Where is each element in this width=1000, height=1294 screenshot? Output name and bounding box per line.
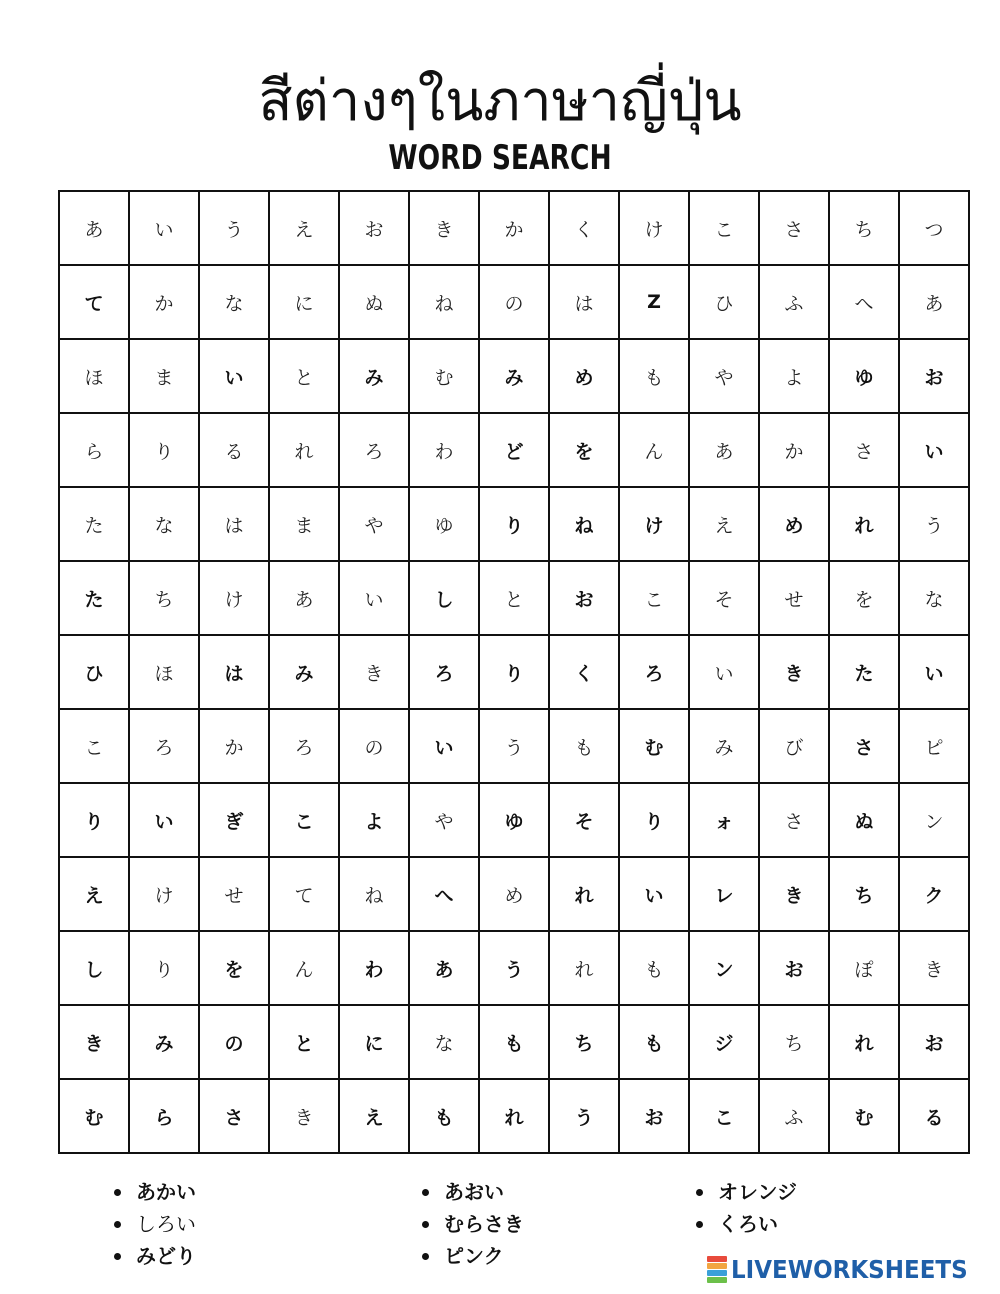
- grid-cell[interactable]: ろ: [269, 709, 339, 783]
- grid-cell[interactable]: り: [129, 413, 199, 487]
- grid-cell[interactable]: く: [549, 635, 619, 709]
- grid-row: [59, 265, 969, 339]
- grid-cell[interactable]: あ: [409, 931, 479, 1005]
- grid-cell[interactable]: け: [199, 561, 269, 635]
- grid-cell[interactable]: る: [199, 413, 269, 487]
- grid-row: [59, 1079, 969, 1153]
- grid-cell[interactable]: ふ: [759, 265, 829, 339]
- grid-cell[interactable]: つ: [899, 191, 969, 265]
- grid-cell[interactable]: お: [899, 339, 969, 413]
- grid-cell[interactable]: ち: [759, 1005, 829, 1079]
- grid-row: [59, 1005, 969, 1079]
- grid-cell[interactable]: ゆ: [409, 487, 479, 561]
- grid-cell[interactable]: た: [59, 561, 129, 635]
- grid-cell[interactable]: は: [549, 265, 619, 339]
- grid-row: [59, 709, 969, 783]
- grid-cell[interactable]: Z: [619, 265, 689, 339]
- grid-cell[interactable]: れ: [829, 487, 899, 561]
- grid-cell[interactable]: い: [339, 561, 409, 635]
- grid-cell[interactable]: え: [59, 857, 129, 931]
- grid-cell[interactable]: こ: [619, 561, 689, 635]
- word-list-item: オレンジ: [694, 1176, 797, 1208]
- word-list-column-1: [112, 1176, 196, 1272]
- grid-cell[interactable]: さ: [829, 709, 899, 783]
- grid-row: [59, 413, 969, 487]
- grid-cell[interactable]: ゆ: [479, 783, 549, 857]
- grid-cell[interactable]: お: [549, 561, 619, 635]
- grid-cell[interactable]: れ: [549, 931, 619, 1005]
- grid-cell[interactable]: む: [59, 1079, 129, 1153]
- grid-cell[interactable]: よ: [759, 339, 829, 413]
- grid-cell[interactable]: て: [269, 857, 339, 931]
- grid-row: [59, 339, 969, 413]
- grid-cell[interactable]: け: [619, 191, 689, 265]
- grid-cell[interactable]: き: [899, 931, 969, 1005]
- word-list-item: しろい: [112, 1208, 196, 1240]
- grid-cell[interactable]: り: [129, 931, 199, 1005]
- grid-cell[interactable]: も: [479, 1005, 549, 1079]
- grid-cell[interactable]: う: [899, 487, 969, 561]
- grid-cell[interactable]: せ: [759, 561, 829, 635]
- grid-cell[interactable]: ろ: [619, 635, 689, 709]
- grid-cell[interactable]: お: [899, 1005, 969, 1079]
- grid-cell[interactable]: か: [759, 413, 829, 487]
- grid-row: [59, 931, 969, 1005]
- grid-cell[interactable]: い: [899, 413, 969, 487]
- grid-row: [59, 487, 969, 561]
- page-title: สีต่างๆในภาษาญี่ปุ่น: [258, 69, 742, 134]
- grid-cell[interactable]: ぬ: [339, 265, 409, 339]
- grid-cell[interactable]: ン: [899, 783, 969, 857]
- grid-cell[interactable]: な: [129, 487, 199, 561]
- grid-cell[interactable]: あ: [59, 191, 129, 265]
- grid-cell[interactable]: り: [479, 487, 549, 561]
- grid-cell[interactable]: も: [619, 1005, 689, 1079]
- liveworksheets-logo-text: LIVEWORKSHEETS: [730, 1254, 968, 1284]
- grid-cell[interactable]: あ: [689, 413, 759, 487]
- grid-cell[interactable]: ち: [829, 857, 899, 931]
- grid-cell[interactable]: れ: [829, 1005, 899, 1079]
- grid-cell[interactable]: う: [479, 931, 549, 1005]
- grid-cell[interactable]: ち: [549, 1005, 619, 1079]
- grid-cell[interactable]: さ: [759, 191, 829, 265]
- grid-cell[interactable]: と: [269, 1005, 339, 1079]
- grid-cell[interactable]: に: [339, 1005, 409, 1079]
- grid-cell[interactable]: へ: [409, 857, 479, 931]
- grid-cell[interactable]: ろ: [339, 413, 409, 487]
- grid-cell[interactable]: そ: [549, 783, 619, 857]
- liveworksheets-logo-icon: [707, 1256, 727, 1283]
- grid-cell[interactable]: ね: [549, 487, 619, 561]
- grid-cell[interactable]: た: [829, 635, 899, 709]
- grid-cell[interactable]: い: [689, 635, 759, 709]
- grid-cell[interactable]: り: [619, 783, 689, 857]
- grid-cell[interactable]: い: [199, 339, 269, 413]
- grid-cell[interactable]: む: [409, 339, 479, 413]
- grid-cell[interactable]: ジ: [689, 1005, 759, 1079]
- word-list-item: くろい: [694, 1208, 797, 1240]
- grid-cell[interactable]: そ: [689, 561, 759, 635]
- grid-cell[interactable]: ふ: [759, 1079, 829, 1153]
- grid-cell[interactable]: お: [619, 1079, 689, 1153]
- grid-cell[interactable]: は: [199, 487, 269, 561]
- grid-cell[interactable]: ん: [269, 931, 339, 1005]
- grid-cell[interactable]: の: [199, 1005, 269, 1079]
- grid-cell[interactable]: れ: [549, 857, 619, 931]
- grid-cell[interactable]: も: [619, 931, 689, 1005]
- grid-cell[interactable]: き: [409, 191, 479, 265]
- grid-cell[interactable]: は: [199, 635, 269, 709]
- grid-cell[interactable]: き: [339, 635, 409, 709]
- grid-row: [59, 635, 969, 709]
- grid-cell[interactable]: よ: [339, 783, 409, 857]
- word-search-grid: [58, 190, 970, 1154]
- grid-cell[interactable]: ひ: [59, 635, 129, 709]
- grid-cell[interactable]: め: [759, 487, 829, 561]
- grid-cell[interactable]: ン: [689, 931, 759, 1005]
- grid-cell[interactable]: な: [899, 561, 969, 635]
- grid-cell[interactable]: な: [409, 1005, 479, 1079]
- grid-cell[interactable]: ら: [59, 413, 129, 487]
- grid-cell[interactable]: み: [689, 709, 759, 783]
- grid-cell[interactable]: や: [339, 487, 409, 561]
- grid-cell[interactable]: き: [759, 857, 829, 931]
- grid-cell[interactable]: め: [549, 339, 619, 413]
- grid-cell[interactable]: や: [409, 783, 479, 857]
- grid-cell[interactable]: れ: [479, 1079, 549, 1153]
- grid-cell[interactable]: け: [129, 857, 199, 931]
- grid-cell[interactable]: ほ: [129, 635, 199, 709]
- word-list-item: むらさき: [420, 1208, 524, 1240]
- grid-cell[interactable]: れ: [269, 413, 339, 487]
- grid-cell[interactable]: も: [409, 1079, 479, 1153]
- grid-cell[interactable]: を: [549, 413, 619, 487]
- grid-cell[interactable]: る: [899, 1079, 969, 1153]
- grid-cell[interactable]: こ: [689, 1079, 759, 1153]
- grid-cell[interactable]: あ: [269, 561, 339, 635]
- word-list-item: みどり: [112, 1240, 196, 1272]
- grid-cell[interactable]: む: [829, 1079, 899, 1153]
- grid-cell[interactable]: び: [759, 709, 829, 783]
- grid-cell[interactable]: し: [409, 561, 479, 635]
- grid-cell[interactable]: ほ: [59, 339, 129, 413]
- grid-cell[interactable]: ま: [269, 487, 339, 561]
- grid-cell[interactable]: ん: [619, 413, 689, 487]
- grid-cell[interactable]: わ: [409, 413, 479, 487]
- grid-cell[interactable]: い: [409, 709, 479, 783]
- grid-row: [59, 857, 969, 931]
- grid-cell[interactable]: き: [269, 1079, 339, 1153]
- grid-cell[interactable]: こ: [689, 191, 759, 265]
- grid-cell[interactable]: た: [59, 487, 129, 561]
- grid-cell[interactable]: わ: [339, 931, 409, 1005]
- grid-cell[interactable]: ぬ: [829, 783, 899, 857]
- grid-cell[interactable]: ち: [829, 191, 899, 265]
- grid-cell[interactable]: や: [689, 339, 759, 413]
- grid-cell[interactable]: し: [59, 931, 129, 1005]
- grid-cell[interactable]: お: [759, 931, 829, 1005]
- grid-row: [59, 561, 969, 635]
- grid-cell[interactable]: さ: [199, 1079, 269, 1153]
- grid-cell[interactable]: え: [339, 1079, 409, 1153]
- grid-cell[interactable]: ぎ: [199, 783, 269, 857]
- grid-cell[interactable]: さ: [829, 413, 899, 487]
- grid-cell[interactable]: い: [129, 783, 199, 857]
- grid-cell[interactable]: ね: [339, 857, 409, 931]
- grid-cell[interactable]: ぽ: [829, 931, 899, 1005]
- grid-cell[interactable]: か: [129, 265, 199, 339]
- grid-cell[interactable]: さ: [759, 783, 829, 857]
- grid-cell[interactable]: り: [479, 635, 549, 709]
- grid-cell[interactable]: ろ: [129, 709, 199, 783]
- grid-cell[interactable]: い: [129, 191, 199, 265]
- grid-cell[interactable]: み: [269, 635, 339, 709]
- grid-cell[interactable]: も: [549, 709, 619, 783]
- grid-cell[interactable]: み: [339, 339, 409, 413]
- word-list-column-3: [694, 1176, 797, 1240]
- grid-cell[interactable]: ち: [129, 561, 199, 635]
- grid-row: [59, 191, 969, 265]
- grid-cell[interactable]: を: [199, 931, 269, 1005]
- grid-cell[interactable]: き: [759, 635, 829, 709]
- grid-cell[interactable]: と: [269, 339, 339, 413]
- grid-cell[interactable]: ク: [899, 857, 969, 931]
- grid-cell[interactable]: に: [269, 265, 339, 339]
- grid-cell[interactable]: ピ: [899, 709, 969, 783]
- word-list-item: あおい: [420, 1176, 524, 1208]
- grid-cell[interactable]: も: [619, 339, 689, 413]
- grid-row: [59, 783, 969, 857]
- grid-cell[interactable]: か: [479, 191, 549, 265]
- grid-cell[interactable]: ろ: [409, 635, 479, 709]
- grid-cell[interactable]: う: [479, 709, 549, 783]
- grid-cell[interactable]: み: [479, 339, 549, 413]
- grid-cell[interactable]: り: [59, 783, 129, 857]
- grid-cell[interactable]: き: [59, 1005, 129, 1079]
- grid-cell[interactable]: こ: [269, 783, 339, 857]
- grid-cell[interactable]: な: [199, 265, 269, 339]
- grid-cell[interactable]: ゆ: [829, 339, 899, 413]
- grid-cell[interactable]: ら: [129, 1079, 199, 1153]
- grid-cell[interactable]: ど: [479, 413, 549, 487]
- grid-cell[interactable]: ォ: [689, 783, 759, 857]
- grid-cell[interactable]: の: [479, 265, 549, 339]
- grid-cell[interactable]: う: [549, 1079, 619, 1153]
- word-list-column-2: [420, 1176, 524, 1272]
- grid-cell[interactable]: む: [619, 709, 689, 783]
- page-subtitle: WORD SEARCH: [388, 138, 612, 178]
- grid-cell[interactable]: い: [899, 635, 969, 709]
- grid-cell[interactable]: う: [199, 191, 269, 265]
- grid-cell[interactable]: ま: [129, 339, 199, 413]
- grid-cell[interactable]: の: [339, 709, 409, 783]
- word-list-item: あかい: [112, 1176, 196, 1208]
- grid-cell[interactable]: え: [689, 487, 759, 561]
- grid-cell[interactable]: あ: [899, 265, 969, 339]
- grid-cell[interactable]: せ: [199, 857, 269, 931]
- grid-cell[interactable]: み: [129, 1005, 199, 1079]
- grid-cell[interactable]: て: [59, 265, 129, 339]
- liveworksheets-logo[interactable]: [707, 1253, 988, 1285]
- grid-cell[interactable]: け: [619, 487, 689, 561]
- grid-cell[interactable]: レ: [689, 857, 759, 931]
- word-list-item: ピンク: [420, 1240, 524, 1272]
- grid-cell[interactable]: ね: [409, 265, 479, 339]
- grid-cell[interactable]: を: [829, 561, 899, 635]
- grid-cell[interactable]: か: [199, 709, 269, 783]
- grid-cell[interactable]: く: [549, 191, 619, 265]
- grid-cell[interactable]: え: [269, 191, 339, 265]
- grid-cell[interactable]: こ: [59, 709, 129, 783]
- grid-cell[interactable]: ひ: [689, 265, 759, 339]
- grid-cell[interactable]: め: [479, 857, 549, 931]
- grid-cell[interactable]: と: [479, 561, 549, 635]
- grid-cell[interactable]: い: [619, 857, 689, 931]
- grid-cell[interactable]: へ: [829, 265, 899, 339]
- grid-cell[interactable]: お: [339, 191, 409, 265]
